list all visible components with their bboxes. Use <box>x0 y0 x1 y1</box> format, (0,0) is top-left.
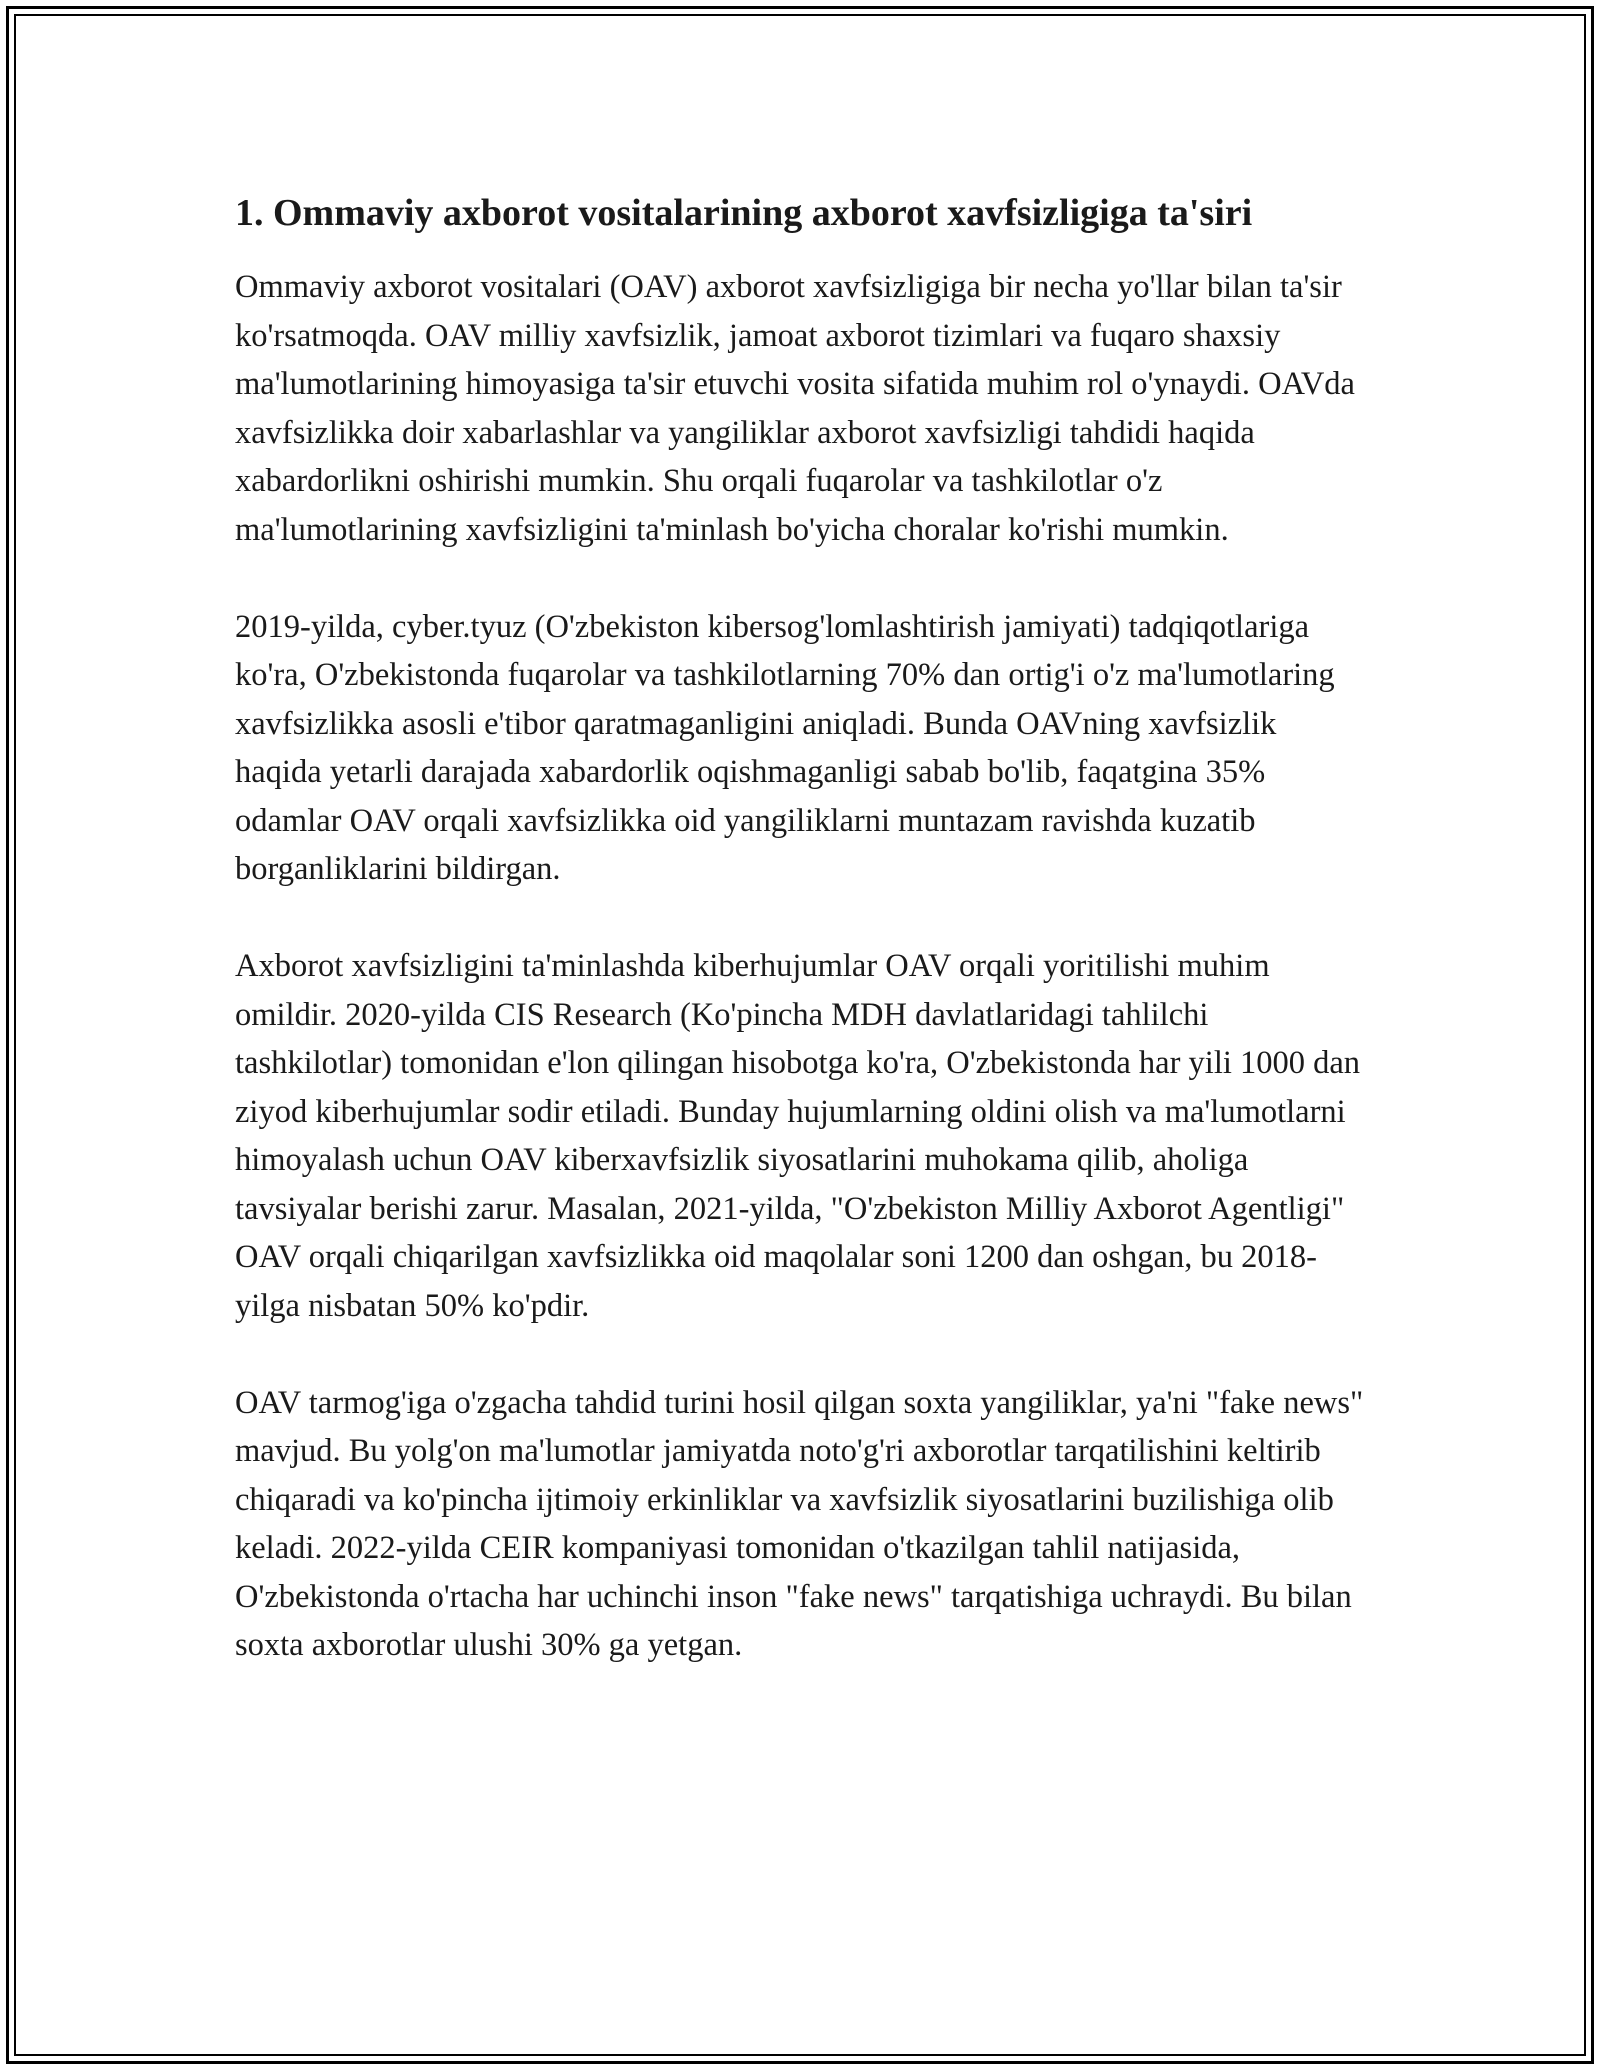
paragraph-fake-news: OAV tarmog'iga o'zgacha tahdid turini hosil qilgan soxta yangiliklar, ya'ni "fake news" mavjud. Bu yolg'on ma'lumotlar jamiyatda noto'g'ri axborotlar tarqatilishini keltirib chiqaradi va ko'pincha ijtimoiy erkinliklar va xavfsizlik siyosatlarini buzilishiga olib keladi. 2022-yilda CEIR kompaniyasi tomonidan o'tkazilgan tahlil natijasida, O'zbekistonda o'rtacha har uchinchi inson "fake news" tarqatishiga uchraydi. Bu bilan soxta axborotlar ulushi 30% ga yetgan. <box>235 1384 1364 1663</box>
paragraph-2019-study: 2019-yilda, cyber.tyuz (O'zbekiston kibersog'lomlashtirish jamiyati) tadqiqotlariga ko'ra, O'zbekistonda fuqarolar va tashkilotlarning 70% dan ortig'i o'z ma'lumotlaring xavfsizlikka asosli e'tibor qaratmaganligini aniqladi. Bunda OAVning xavfsizlik haqida yetarli darajada xabardorlik oqishmaganligi sabab bo'lib, faqatgina 35% odamlar OAV orqali xavfsizlikka oid yangiliklarni muntazam ravishda kuzatib borganliklarini bildirgan. <box>235 608 1335 887</box>
paragraph-cyberattacks: Axborot xavfsizligini ta'minlashda kiberhujumlar OAV orqali yoritilishi muhim omildir. 2020-yilda CIS Research (Ko'pincha MDH davlatlaridagi tahlilchi tashkilotlar) tomonidan e'lon qilingan hisobotga ko'ra, O'zbekistonda har yili 1000 dan ziyod kiberhujumlar sodir etiladi. Bunday hujumlarning oldini olish va ma'lumotlarni himoyalash uchun OAV kiberxavfsizlik siyosatlarini muhokama qilib, aholiga tavsiyalar berishi zarur. Masalan, 2021-yilda, "O'zbekiston Milliy Axborot Agentligi" OAV orqali chiqarilgan xavfsizlikka oid maqolalar soni 1200 dan oshgan, bu 2018-yilga nisbatan 50% ko'pdir. <box>235 948 1361 1324</box>
section-heading: 1. Ommaviy axborot vositalarining axborot xavfsizligiga ta'siri <box>235 192 1253 234</box>
paragraph-intro: Ommaviy axborot vositalari (OAV) axborot xavfsizligiga bir necha yo'llar bilan ta'sir ko'rsatmoqda. OAV milliy xavfsizlik, jamoat axborot tizimlari va fuqaro shaxsiy ma'lumotlarining himoyasiga ta'sir etuvchi vosita sifatida muhim rol o'ynaydi. OAVda xavfsizlikka doir xabarlashlar va yangiliklar axborot xavfsizligi tahdidi haqida xabardorlikni oshirishi mumkin. Shu orqali fuqarolar va tashkilotlar o'z ma'lumotlarining xavfsizligini ta'minlash bo'yicha choralar ko'rishi mumkin. <box>235 269 1355 548</box>
document-body <box>235 187 1365 1718</box>
